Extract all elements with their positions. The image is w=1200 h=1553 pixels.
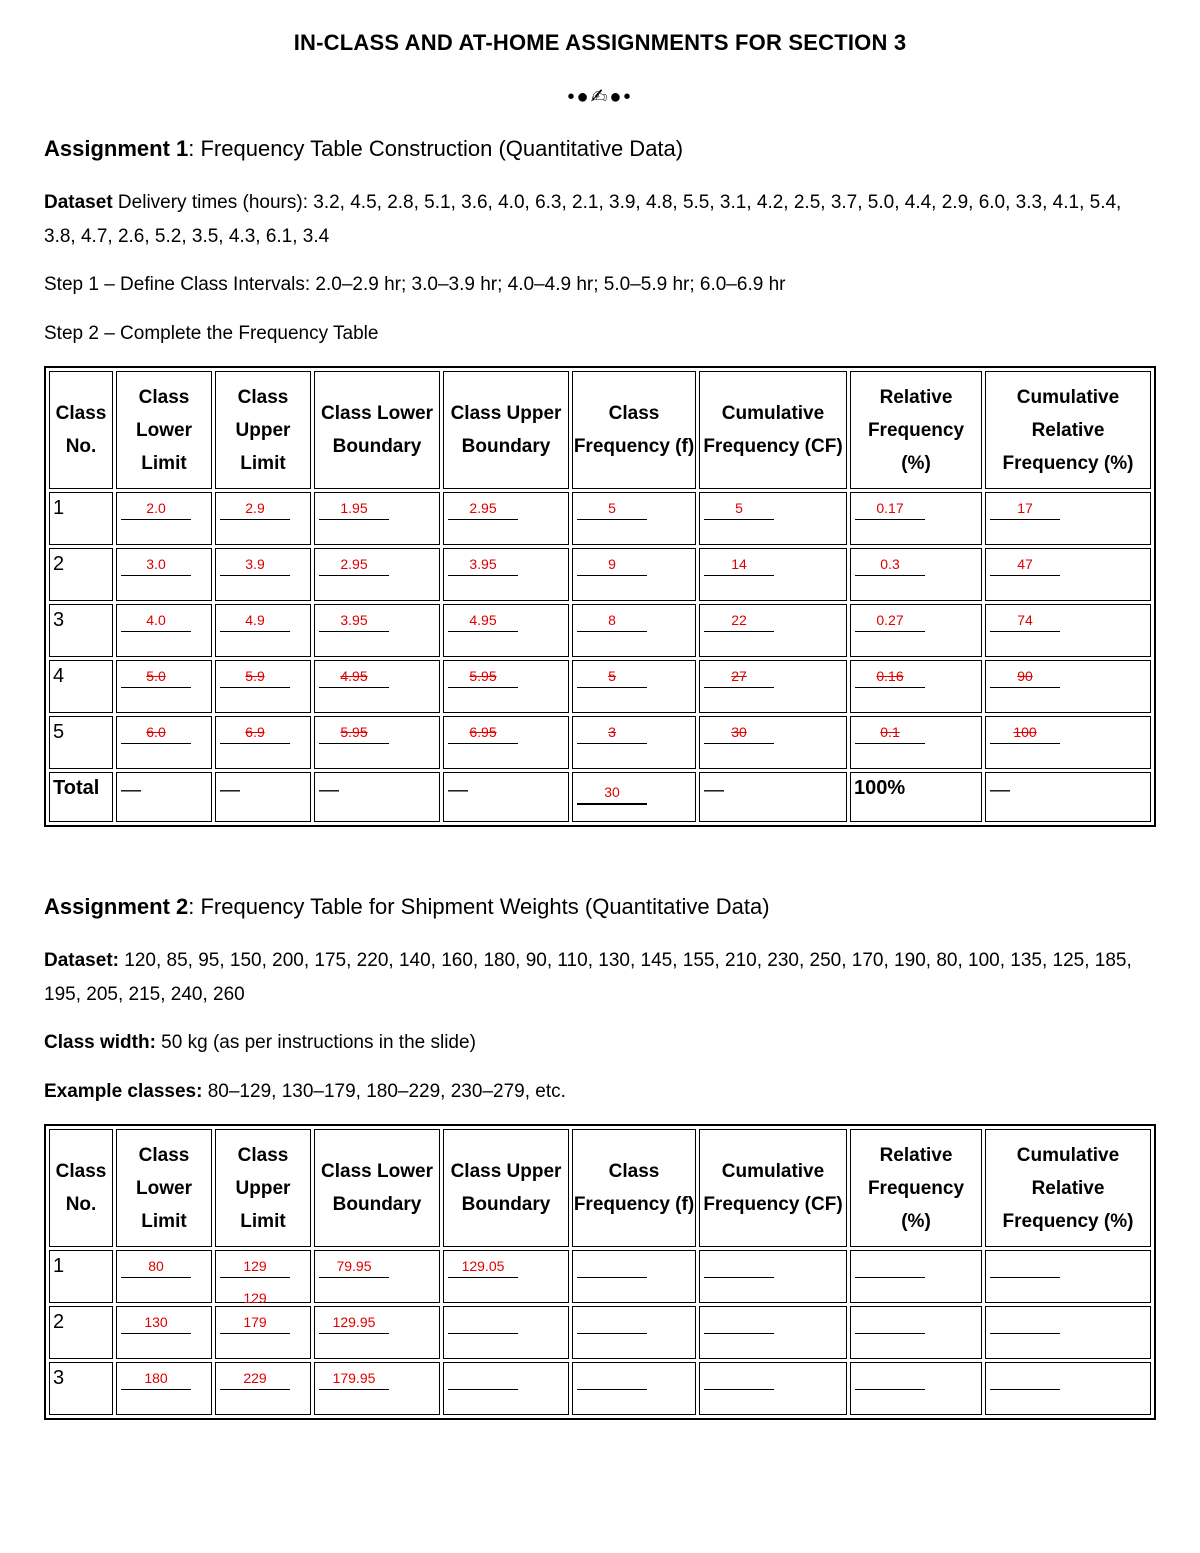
- answer-cell[interactable]: [985, 1362, 1151, 1415]
- answer-cell[interactable]: [985, 1306, 1151, 1359]
- total-cell: [314, 772, 440, 822]
- answer-cell[interactable]: [985, 604, 1151, 657]
- column-header: Cumulative Relative Frequency (%): [985, 371, 1151, 489]
- answer-cell[interactable]: [572, 1362, 696, 1415]
- answer-cell[interactable]: [699, 1306, 847, 1359]
- answer-blank[interactable]: 1.95: [319, 499, 389, 520]
- answer-blank[interactable]: 0.27: [855, 611, 925, 632]
- total-cell: [850, 772, 982, 822]
- answer-cell[interactable]: [443, 548, 569, 601]
- step2-text: Step 2 – Complete the Frequency Table: [44, 323, 379, 344]
- answer-blank[interactable]: 30: [704, 723, 774, 744]
- answer-blank[interactable]: [990, 1313, 1060, 1334]
- row-number: 1: [49, 1250, 113, 1303]
- column-header: Cumulative Frequency (CF): [699, 1129, 847, 1247]
- answer-blank[interactable]: 4.95: [319, 667, 389, 688]
- column-header: Cumulative Relative Frequency (%): [985, 1129, 1151, 1247]
- dash: —: [319, 779, 339, 801]
- answer-blank[interactable]: [990, 1369, 1060, 1390]
- answer-blank[interactable]: 129: [220, 1257, 290, 1278]
- answer-cell[interactable]: [443, 716, 569, 769]
- answer-cell[interactable]: [215, 660, 311, 713]
- row-number: 3: [49, 604, 113, 657]
- answer-cell[interactable]: [443, 1362, 569, 1415]
- answer-blank[interactable]: 6.9: [220, 723, 290, 744]
- answer-cell[interactable]: [572, 716, 696, 769]
- answer-blank[interactable]: 5: [704, 499, 774, 520]
- answer-cell[interactable]: [116, 716, 212, 769]
- answer-blank[interactable]: [855, 1257, 925, 1278]
- answer-cell[interactable]: [215, 1250, 311, 1306]
- answer-cell[interactable]: [314, 1362, 440, 1415]
- table-row: [49, 548, 1151, 601]
- table-row: [49, 1250, 1151, 1303]
- answer-blank[interactable]: [704, 1313, 774, 1334]
- answer-cell[interactable]: [985, 548, 1151, 601]
- class-width-label: Class width:: [44, 1032, 156, 1053]
- answer-blank[interactable]: [577, 1369, 647, 1390]
- table-row: [49, 492, 1151, 545]
- assignment2-dataset: [44, 944, 1154, 1012]
- answer-blank[interactable]: 4.9: [220, 611, 290, 632]
- answer-cell[interactable]: [443, 660, 569, 713]
- answer-extra: 129: [243, 1290, 267, 1306]
- answer-blank[interactable]: 5: [577, 499, 647, 520]
- answer-cell[interactable]: [314, 548, 440, 601]
- answer-cell[interactable]: [314, 1306, 440, 1359]
- dash: —: [990, 779, 1010, 801]
- answer-cell[interactable]: [314, 716, 440, 769]
- answer-cell[interactable]: [699, 1250, 847, 1303]
- answer-cell[interactable]: [850, 492, 982, 545]
- answer-blank[interactable]: 90: [990, 667, 1060, 688]
- answer-cell[interactable]: [850, 548, 982, 601]
- class-width-text: [44, 1026, 1154, 1060]
- answer-cell[interactable]: [314, 1250, 440, 1303]
- answer-cell[interactable]: [443, 1306, 569, 1359]
- answer-cell[interactable]: [850, 1306, 982, 1359]
- answer-blank[interactable]: 130: [121, 1313, 191, 1334]
- answer-blank[interactable]: 5.95: [448, 667, 518, 688]
- answer-blank[interactable]: 179: [220, 1313, 290, 1334]
- row-number: 2: [49, 548, 113, 601]
- answer-cell[interactable]: [572, 492, 696, 545]
- total-label-text: Total: [53, 777, 100, 799]
- row-number: 4: [49, 660, 113, 713]
- table-row: [49, 660, 1151, 713]
- answer-blank[interactable]: 5.0: [121, 667, 191, 688]
- example-classes-text: [44, 1075, 1154, 1109]
- answer-cell[interactable]: [572, 660, 696, 713]
- answer-blank[interactable]: 47: [990, 555, 1060, 576]
- answer-blank[interactable]: 179.95: [319, 1369, 389, 1390]
- answer-cell[interactable]: [699, 1362, 847, 1415]
- answer-blank[interactable]: [577, 1257, 647, 1278]
- total-cell: [985, 772, 1151, 822]
- ornament-divider: •●✍●•: [567, 86, 633, 108]
- step1-text: Step 1 – Define Class Intervals: 2.0–2.9 hr; 3.0–3.9 hr; 4.0–4.9 hr; 5.0–5.9 hr; 6.0–6.9 hr: [44, 274, 786, 295]
- answer-blank[interactable]: 5.9: [220, 667, 290, 688]
- answer-blank[interactable]: 6.0: [121, 723, 191, 744]
- answer-blank[interactable]: [448, 1369, 518, 1390]
- answer-blank[interactable]: 79.95: [319, 1257, 389, 1278]
- answer-blank[interactable]: 2.95: [448, 499, 518, 520]
- table-row: [49, 716, 1151, 769]
- header-row: [49, 1129, 1151, 1247]
- total-frequency[interactable]: 30: [577, 783, 647, 805]
- answer-blank[interactable]: 3.95: [448, 555, 518, 576]
- answer-cell[interactable]: [850, 1362, 982, 1415]
- assignment2-heading-rest: : Frequency Table for Shipment Weights (Quantitative Data): [188, 894, 770, 919]
- answer-blank[interactable]: 4.95: [448, 611, 518, 632]
- answer-cell[interactable]: [314, 492, 440, 545]
- column-header: Cumulative Frequency (CF): [699, 371, 847, 489]
- total-relative: 100%: [854, 777, 906, 799]
- dataset-text: 120, 85, 95, 150, 200, 175, 220, 140, 160, 180, 90, 110, 130, 145, 155, 210, 230, 250, 170, 190, 80, 100, 135, 125, 185, 195, 205, 215, 240, 260: [44, 950, 1132, 1005]
- example-classes-label: Example classes:: [44, 1081, 203, 1102]
- column-header: Class Lower Boundary: [314, 371, 440, 489]
- assignment1-heading-rest: : Frequency Table Construction (Quantitative Data): [188, 136, 684, 161]
- answer-blank[interactable]: 22: [704, 611, 774, 632]
- dataset-label: Dataset:: [44, 950, 119, 971]
- assignment1-dataset: [44, 186, 1154, 254]
- table-row: [49, 604, 1151, 657]
- column-header: Class Upper Boundary: [443, 1129, 569, 1247]
- answer-blank[interactable]: 17: [990, 499, 1060, 520]
- total-cell: [699, 772, 847, 822]
- answer-blank[interactable]: 0.17: [855, 499, 925, 520]
- answer-cell[interactable]: [443, 1250, 569, 1303]
- column-header: Class No.: [49, 1129, 113, 1247]
- answer-cell[interactable]: [116, 1362, 212, 1415]
- answer-cell[interactable]: [215, 716, 311, 769]
- assignment1-heading: [44, 132, 1154, 166]
- answer-cell[interactable]: [985, 716, 1151, 769]
- answer-cell[interactable]: [116, 492, 212, 545]
- column-header: Class Frequency (f): [572, 1129, 696, 1247]
- dash: —: [448, 779, 468, 801]
- answer-blank[interactable]: 14: [704, 555, 774, 576]
- answer-blank[interactable]: 4.0: [121, 611, 191, 632]
- answer-blank[interactable]: 74: [990, 611, 1060, 632]
- answer-cell[interactable]: [443, 604, 569, 657]
- column-header: Class Lower Boundary: [314, 1129, 440, 1247]
- answer-blank[interactable]: [855, 1313, 925, 1334]
- answer-blank[interactable]: [704, 1257, 774, 1278]
- total-label: [49, 772, 113, 822]
- answer-cell[interactable]: [572, 1306, 696, 1359]
- dash: —: [121, 779, 141, 801]
- answer-cell[interactable]: [850, 1250, 982, 1303]
- answer-blank[interactable]: 2.0: [121, 499, 191, 520]
- answer-cell[interactable]: [699, 548, 847, 601]
- answer-cell[interactable]: [850, 660, 982, 713]
- answer-blank[interactable]: 3.95: [319, 611, 389, 632]
- total-cell: [215, 772, 311, 822]
- answer-cell[interactable]: [699, 492, 847, 545]
- answer-cell[interactable]: [116, 1306, 212, 1359]
- answer-cell[interactable]: [699, 660, 847, 713]
- header-row: [49, 371, 1151, 489]
- column-header: Class Frequency (f): [572, 371, 696, 489]
- answer-cell[interactable]: [699, 716, 847, 769]
- answer-cell[interactable]: [215, 604, 311, 657]
- total-row: [49, 772, 1151, 822]
- answer-blank[interactable]: 3.0: [121, 555, 191, 576]
- answer-blank[interactable]: [704, 1369, 774, 1390]
- dataset-label: Dataset: [44, 192, 113, 213]
- assignment1-heading-bold: Assignment 1: [44, 136, 189, 161]
- total-cell: [116, 772, 212, 822]
- row-number: 5: [49, 716, 113, 769]
- answer-cell[interactable]: [699, 604, 847, 657]
- answer-blank[interactable]: 129.95: [319, 1313, 389, 1334]
- row-number: 2: [49, 1306, 113, 1359]
- frequency-table-1: [44, 366, 1156, 827]
- frequency-table-2: [44, 1124, 1156, 1420]
- answer-cell[interactable]: [314, 604, 440, 657]
- answer-cell[interactable]: [116, 1250, 212, 1303]
- column-header: Class Upper Limit: [215, 371, 311, 489]
- answer-blank[interactable]: [448, 1313, 518, 1334]
- assignment2-heading: [44, 890, 1154, 924]
- answer-cell[interactable]: [443, 492, 569, 545]
- answer-blank[interactable]: [577, 1313, 647, 1334]
- answer-blank[interactable]: 8: [577, 611, 647, 632]
- answer-blank[interactable]: 180: [121, 1369, 191, 1390]
- answer-blank[interactable]: 5.95: [319, 723, 389, 744]
- answer-cell[interactable]: [116, 604, 212, 657]
- answer-cell[interactable]: [572, 604, 696, 657]
- class-width-value: 50 kg (as per instructions in the slide): [155, 1032, 476, 1053]
- answer-cell[interactable]: [116, 548, 212, 601]
- dataset-text: Delivery times (hours): 3.2, 4.5, 2.8, 5.1, 3.6, 4.0, 6.3, 2.1, 3.9, 4.8, 5.5, 3.1, 4.2, 2.5, 3.7, 5.0, 4.4, 2.9, 6.0, 3.3, 4.1, 5.4, 3.8, 4.7, 2.6, 5.2, 3.5, 4.3, 6.1, 3.4: [44, 192, 1122, 247]
- dash: —: [704, 779, 724, 801]
- dash: —: [220, 779, 240, 801]
- answer-cell[interactable]: [850, 604, 982, 657]
- answer-cell[interactable]: [850, 716, 982, 769]
- answer-blank[interactable]: 129.05: [448, 1257, 518, 1278]
- answer-blank[interactable]: 3.9: [220, 555, 290, 576]
- table-row: [49, 1362, 1151, 1415]
- row-number: 3: [49, 1362, 113, 1415]
- answer-blank[interactable]: 2.95: [319, 555, 389, 576]
- assignment2-heading-bold: Assignment 2: [44, 894, 189, 919]
- answer-cell[interactable]: [215, 1306, 311, 1359]
- answer-cell[interactable]: [985, 492, 1151, 545]
- answer-blank[interactable]: 27: [704, 667, 774, 688]
- answer-blank[interactable]: 80: [121, 1257, 191, 1278]
- answer-blank[interactable]: 5: [577, 667, 647, 688]
- column-header: Relative Frequency (%): [850, 371, 982, 489]
- answer-blank[interactable]: 2.9: [220, 499, 290, 520]
- answer-cell[interactable]: [572, 548, 696, 601]
- table-row: [49, 1306, 1151, 1359]
- answer-cell[interactable]: [215, 548, 311, 601]
- answer-cell[interactable]: [215, 1362, 311, 1415]
- column-header: Class Lower Limit: [116, 1129, 212, 1247]
- column-header: Class Upper Boundary: [443, 371, 569, 489]
- page-title: IN-CLASS AND AT-HOME ASSIGNMENTS FOR SECTION 3: [293, 30, 907, 55]
- answer-blank[interactable]: 3: [577, 723, 647, 744]
- answer-blank[interactable]: 9: [577, 555, 647, 576]
- example-classes-value: 80–129, 130–179, 180–229, 230–279, etc.: [202, 1081, 566, 1102]
- total-cell: [443, 772, 569, 822]
- total-cell: [572, 772, 696, 822]
- column-header: Class Lower Limit: [116, 371, 212, 489]
- answer-cell[interactable]: [572, 1250, 696, 1303]
- answer-cell[interactable]: [314, 660, 440, 713]
- answer-cell[interactable]: [116, 660, 212, 713]
- answer-cell[interactable]: [985, 1250, 1151, 1303]
- answer-blank[interactable]: 229: [220, 1369, 290, 1390]
- answer-blank[interactable]: 6.95: [448, 723, 518, 744]
- answer-blank[interactable]: 0.16: [855, 667, 925, 688]
- row-number: 1: [49, 492, 113, 545]
- answer-blank[interactable]: [855, 1369, 925, 1390]
- column-header: Relative Frequency (%): [850, 1129, 982, 1247]
- answer-blank[interactable]: 100: [990, 723, 1060, 744]
- answer-cell[interactable]: [215, 492, 311, 545]
- answer-blank[interactable]: 0.1: [855, 723, 925, 744]
- answer-blank[interactable]: 0.3: [855, 555, 925, 576]
- answer-cell[interactable]: [985, 660, 1151, 713]
- answer-blank[interactable]: [990, 1257, 1060, 1278]
- column-header: Class Upper Limit: [215, 1129, 311, 1247]
- column-header: Class No.: [49, 371, 113, 489]
